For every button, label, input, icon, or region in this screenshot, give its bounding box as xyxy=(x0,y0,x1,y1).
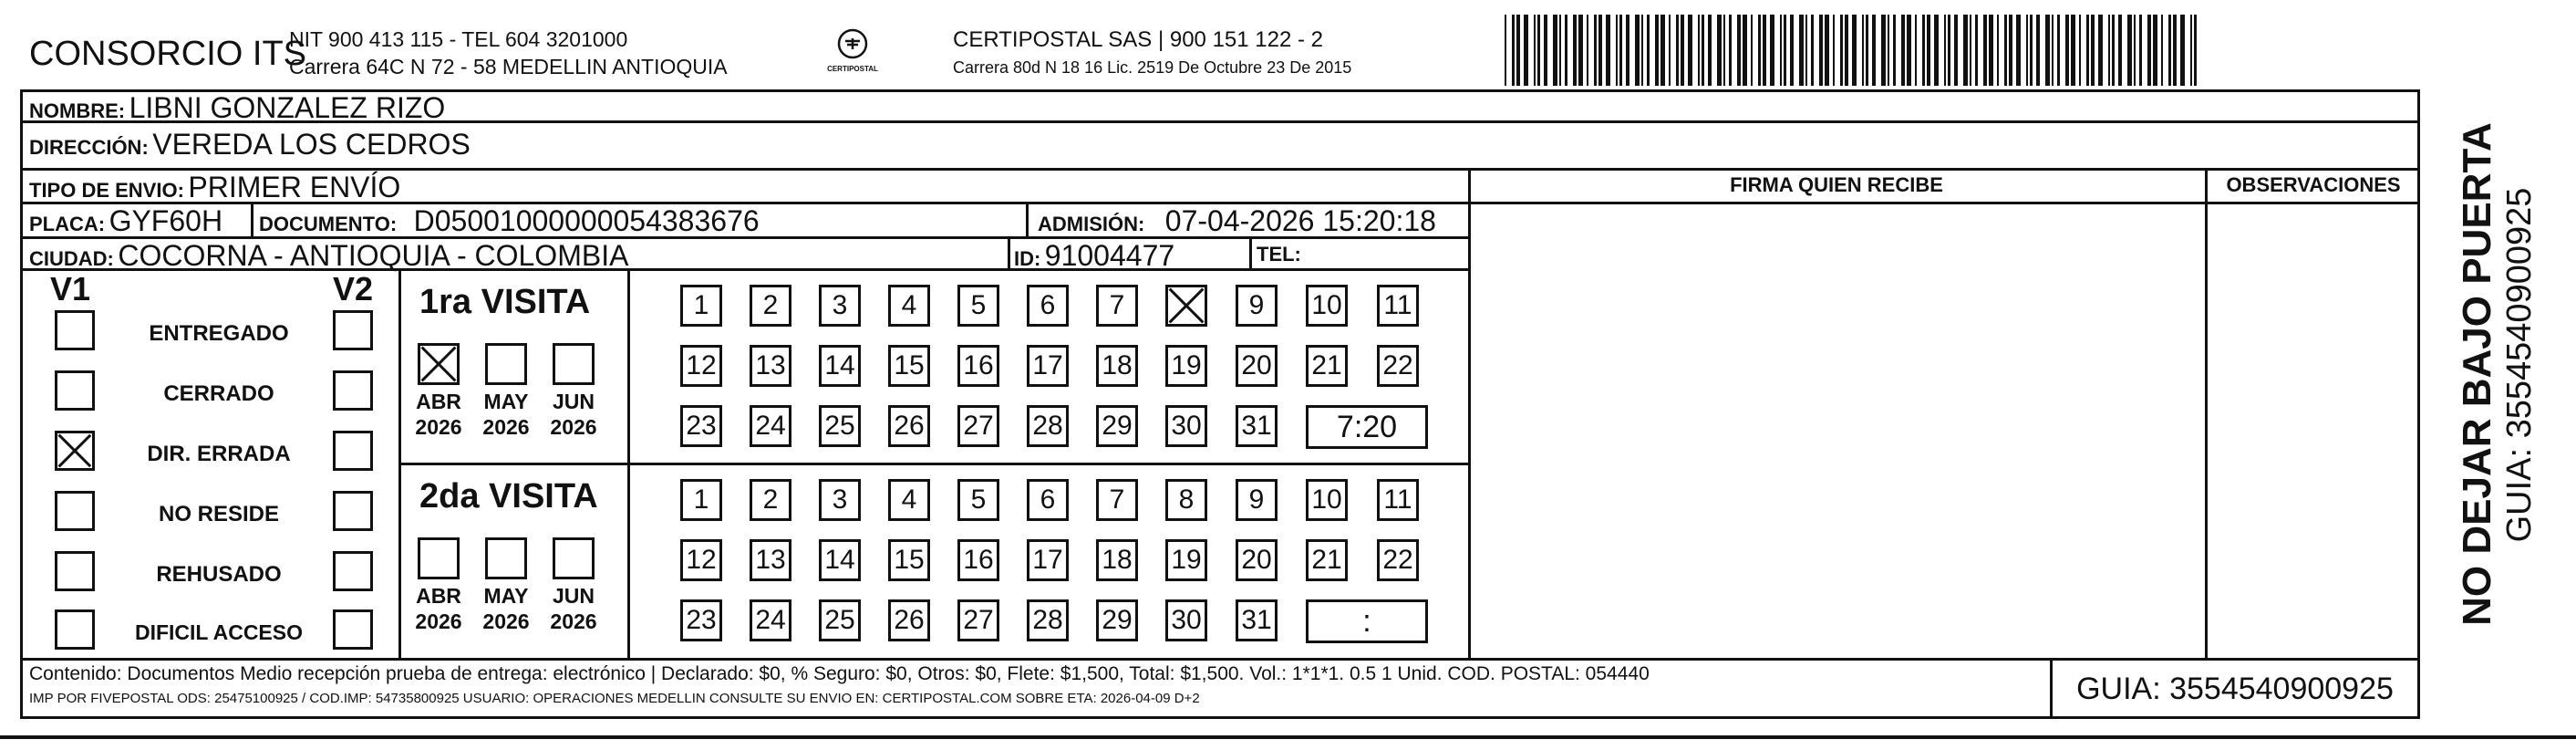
month-label xyxy=(472,389,540,440)
v2-checkbox-3[interactable] xyxy=(333,431,373,471)
day-box[interactable]: 29 xyxy=(1096,405,1138,447)
time-box[interactable]: : xyxy=(1306,599,1428,643)
id-label: ID: xyxy=(1014,247,1041,270)
side-guia: GUIA: 3554540900925 xyxy=(2500,187,2539,543)
company-address: Carrera 64C N 72 - 58 MEDELLIN ANTIOQUIA xyxy=(289,55,728,78)
status-label-6: DIFICIL ACCESO xyxy=(134,620,303,644)
day-box[interactable]: 16 xyxy=(957,345,999,387)
footer-line2: IMP POR FIVEPOSTAL ODS: 25475100925 / COD.IMP: 54735800925 USUARIO: OPERACIONES MEDELLIN CONSULTE SU ENVIO EN: CERTIPOSTAL.COM SOBRE ETA: 2026-04-09 D+2 xyxy=(29,691,1200,706)
barcode-bar xyxy=(1811,15,1814,86)
barcode-bar xyxy=(1641,15,1643,86)
v1-checkbox-1[interactable] xyxy=(55,310,95,350)
barcode-bar xyxy=(1934,15,1939,86)
barcode-bar xyxy=(2118,15,2122,86)
visit-title-2: 2da VISITA xyxy=(419,477,598,516)
barcode-bar xyxy=(2016,15,2021,86)
month-label xyxy=(540,389,607,440)
barcode-bar xyxy=(1915,15,1917,86)
tipo-value: PRIMER ENVÍO xyxy=(188,171,401,203)
v1-checkbox-4[interactable] xyxy=(55,491,95,531)
barcode xyxy=(1505,15,2207,86)
month-name: ABR xyxy=(416,390,461,413)
barcode-bar xyxy=(1888,15,1889,86)
barcode-bar xyxy=(2071,15,2075,86)
barcode-bar xyxy=(1655,15,1659,86)
barcode-bar xyxy=(1573,15,1577,86)
month-checkbox-may[interactable] xyxy=(485,343,527,385)
day-box[interactable]: 19 xyxy=(1165,345,1207,387)
barcode-bar xyxy=(2168,15,2171,86)
month-checkbox-jun[interactable] xyxy=(553,343,595,385)
barcode-bar xyxy=(1845,15,1848,86)
day-box[interactable]: 13 xyxy=(750,539,791,581)
barcode-bar xyxy=(1512,15,1515,86)
barcode-bar xyxy=(1840,15,1843,86)
month-checkbox-abr[interactable] xyxy=(418,343,460,385)
barcode-bar xyxy=(1983,15,1987,86)
barcode-bar xyxy=(2180,15,2185,86)
barcode-bar xyxy=(1516,15,1520,86)
certipostal-logo-icon xyxy=(834,27,871,60)
direccion-value: VEREDA LOS CEDROS xyxy=(152,128,471,161)
day-box[interactable]: 24 xyxy=(750,405,791,447)
barcode-bar xyxy=(2079,15,2081,86)
v1-label: V1 xyxy=(50,270,91,307)
day-box[interactable]: 3 xyxy=(819,479,861,521)
barcode-bar xyxy=(1606,15,1610,86)
v1-checkbox-2[interactable] xyxy=(55,370,95,411)
month-year: 2026 xyxy=(415,415,462,439)
v1-checkbox-3[interactable] xyxy=(55,431,95,471)
placa-field xyxy=(29,204,222,238)
barcode-bar xyxy=(1901,15,1905,86)
day-box[interactable]: 14 xyxy=(819,345,861,387)
tipo-field xyxy=(29,171,400,204)
day-box[interactable]: 6 xyxy=(1027,285,1069,327)
month-name: MAY xyxy=(483,390,529,413)
day-box[interactable]: 26 xyxy=(888,599,930,641)
barcode-bar xyxy=(1922,15,1925,86)
day-box[interactable]: 28 xyxy=(1027,405,1069,447)
v2-checkbox-2[interactable] xyxy=(333,370,373,411)
company-nit: NIT 900 413 115 - TEL 604 3201000 xyxy=(289,27,628,51)
barcode-bar xyxy=(1825,15,1829,86)
day-box[interactable]: 5 xyxy=(957,479,999,521)
day-box[interactable]: 11 xyxy=(1377,479,1419,521)
v2-label: V2 xyxy=(333,270,374,307)
day-box[interactable]: 25 xyxy=(819,599,861,641)
barcode-bar xyxy=(1698,15,1700,86)
certipostal-logo xyxy=(825,27,880,73)
day-box[interactable]: 28 xyxy=(1027,599,1069,641)
month-year: 2026 xyxy=(415,609,462,633)
barcode-bar xyxy=(1534,15,1536,86)
barcode-bar xyxy=(1751,15,1753,86)
barcode-bar xyxy=(1799,15,1804,86)
barcode-bar xyxy=(1635,15,1640,86)
footer-guia: GUIA: 3554540900925 xyxy=(2076,672,2394,706)
barcode-bar xyxy=(1594,15,1597,86)
day-box[interactable]: 9 xyxy=(1236,285,1278,327)
v2-checkbox-4[interactable] xyxy=(333,491,373,531)
barcode-bar xyxy=(1872,15,1876,86)
placa-label: PLACA: xyxy=(29,213,106,235)
barcode-bar xyxy=(1681,15,1684,86)
barcode-bar xyxy=(1893,15,1896,86)
barcode-bar xyxy=(1616,15,1618,86)
time-box[interactable]: 7:20 xyxy=(1306,405,1428,449)
barcode-bar xyxy=(2194,15,2197,86)
barcode-bar xyxy=(1881,15,1886,86)
barcode-bar xyxy=(2098,15,2103,86)
firma-header: FIRMA QUIEN RECIBE xyxy=(1730,173,1943,196)
visit-title-1: 1ra VISITA xyxy=(419,283,591,321)
barcode-bar xyxy=(1866,15,1868,86)
day-box[interactable]: 30 xyxy=(1165,599,1207,641)
direccion-field xyxy=(29,128,471,161)
barcode-bar xyxy=(1819,15,1823,86)
id-field xyxy=(1014,239,1174,273)
barcode-bar xyxy=(1784,15,1786,86)
barcode-bar xyxy=(2108,15,2110,86)
day-box[interactable]: 29 xyxy=(1096,599,1138,641)
admision-field xyxy=(1038,204,1436,238)
day-box[interactable]: 21 xyxy=(1306,345,1348,387)
nombre-label: NOMBRE: xyxy=(29,99,126,122)
footer-line1: Contenido: Documentos Medio recepción prueba de entrega: electrónico | Declarado: $0, % Seguro: $0, Otros: $0, Flete: $1,500, Total: $1,500. Vol.: 1*1*1. 0.5 1 Unid. COD. POSTAL: 054440 xyxy=(29,663,1650,684)
month-label xyxy=(405,583,472,634)
certipostal-logo-text: CERTIPOSTAL xyxy=(827,65,878,73)
barcode-bar xyxy=(1565,15,1567,86)
barcode-bar xyxy=(2030,15,2033,86)
v2-checkbox-5[interactable] xyxy=(333,551,373,591)
status-label-2: CERRADO xyxy=(163,381,274,406)
day-box[interactable]: 14 xyxy=(819,539,861,581)
barcode-bar xyxy=(1954,15,1958,86)
barcode-bar xyxy=(1708,15,1712,86)
day-box[interactable]: 1 xyxy=(680,285,722,327)
ciudad-value: COCORNA - ANTIOQUIA - COLOMBIA xyxy=(118,239,629,272)
day-box[interactable]: 27 xyxy=(957,599,999,641)
month-label xyxy=(405,389,472,440)
barcode-bar xyxy=(1758,15,1761,86)
bottom-rule xyxy=(0,735,2576,739)
month-name: JUN xyxy=(552,390,595,413)
observaciones-header: OBSERVACIONES xyxy=(2226,173,2401,196)
barcode-bar xyxy=(1970,15,1971,86)
month-year: 2026 xyxy=(482,609,530,633)
day-box[interactable]: 30 xyxy=(1165,405,1207,447)
day-box[interactable]: 23 xyxy=(680,599,722,641)
status-label-5: REHUSADO xyxy=(156,562,282,587)
status-label-3: DIR. ERRADA xyxy=(147,442,291,466)
month-checkbox-may[interactable] xyxy=(485,537,527,579)
day-box[interactable]: 3 xyxy=(819,285,861,327)
day-box[interactable]: 17 xyxy=(1027,345,1069,387)
nombre-field xyxy=(29,91,445,125)
day-box[interactable]: 24 xyxy=(750,599,791,641)
barcode-bar xyxy=(1790,15,1794,86)
v1-checkbox-6[interactable] xyxy=(55,609,95,650)
day-box[interactable]: 23 xyxy=(680,405,722,447)
day-box[interactable]: 13 xyxy=(750,345,791,387)
barcode-bar xyxy=(1559,15,1561,86)
barcode-bar xyxy=(2036,15,2040,86)
barcode-bar xyxy=(2112,15,2115,86)
barcode-bar xyxy=(2026,15,2028,86)
barcode-bar xyxy=(2139,15,2142,86)
barcode-bar xyxy=(2190,15,2192,86)
tel-label: TEL: xyxy=(1257,243,1301,266)
month-checkbox-abr[interactable] xyxy=(418,537,460,579)
day-box[interactable]: 20 xyxy=(1236,539,1278,581)
barcode-bar xyxy=(1989,15,1993,86)
documento-label: DOCUMENTO: xyxy=(259,213,398,235)
day-box[interactable]: 18 xyxy=(1096,539,1138,581)
day-box[interactable] xyxy=(1165,285,1207,327)
ciudad-field xyxy=(29,239,628,273)
barcode-bar xyxy=(2147,15,2151,86)
barcode-bar xyxy=(1544,15,1547,86)
month-name: MAY xyxy=(483,584,529,608)
ciudad-label: CIUDAD: xyxy=(29,247,114,270)
barcode-bar xyxy=(2004,15,2007,86)
barcode-bar xyxy=(1660,15,1665,86)
barcode-bar xyxy=(2065,15,2069,86)
barcode-bar xyxy=(2086,15,2089,86)
day-box[interactable]: 22 xyxy=(1377,539,1419,581)
day-box[interactable]: 20 xyxy=(1236,345,1278,387)
barcode-bar xyxy=(1723,15,1725,86)
nombre-value: LIBNI GONZALEZ RIZO xyxy=(129,91,446,124)
day-box[interactable]: 2 xyxy=(750,479,791,521)
admision-label: ADMISIÓN: xyxy=(1038,213,1145,235)
certipostal-line2: Carrera 80d N 18 16 Lic. 2519 De Octubre 23 De 2015 xyxy=(953,58,1352,77)
barcode-bar xyxy=(1505,15,1506,86)
barcode-bar xyxy=(2134,15,2136,86)
barcode-bar xyxy=(1907,15,1911,86)
documento-value: D05001000000054383676 xyxy=(413,204,760,237)
barcode-bar xyxy=(1862,15,1864,86)
v2-checkbox-6[interactable] xyxy=(333,609,373,650)
barcode-bar xyxy=(1578,15,1583,86)
day-box[interactable]: 10 xyxy=(1306,479,1348,521)
barcode-bar xyxy=(1676,15,1679,86)
day-box[interactable]: 4 xyxy=(888,285,930,327)
barcode-bar xyxy=(1833,15,1835,86)
barcode-bar xyxy=(1647,15,1650,86)
barcode-bar xyxy=(1737,15,1741,86)
v1-checkbox-5[interactable] xyxy=(55,551,95,591)
day-box[interactable]: 11 xyxy=(1377,285,1419,327)
month-name: JUN xyxy=(552,584,595,608)
day-box[interactable]: 12 xyxy=(680,539,722,581)
barcode-bar xyxy=(1553,15,1557,86)
day-box[interactable]: 31 xyxy=(1236,599,1278,641)
barcode-bar xyxy=(2057,15,2060,86)
barcode-bar xyxy=(1997,15,1999,86)
barcode-bar xyxy=(2161,15,2163,86)
month-checkbox-jun[interactable] xyxy=(553,537,595,579)
side-warning: NO DEJAR BAJO PUERTA xyxy=(2455,122,2499,626)
status-label-1: ENTREGADO xyxy=(149,321,289,346)
barcode-bar xyxy=(1537,15,1540,86)
barcode-bar xyxy=(2091,15,2095,86)
day-box[interactable]: 6 xyxy=(1027,479,1069,521)
tipo-label: TIPO DE ENVIO: xyxy=(29,179,184,202)
month-year: 2026 xyxy=(550,415,597,439)
day-box[interactable]: 7 xyxy=(1096,285,1138,327)
v2-checkbox-1[interactable] xyxy=(333,310,373,350)
company-name: CONSORCIO ITS xyxy=(29,35,307,73)
day-box[interactable]: 4 xyxy=(888,479,930,521)
barcode-bar xyxy=(1702,15,1704,86)
barcode-bar xyxy=(1688,15,1692,86)
day-box[interactable]: 16 xyxy=(957,539,999,581)
barcode-bar xyxy=(1770,15,1774,86)
day-box[interactable]: 15 xyxy=(888,539,930,581)
month-name: ABR xyxy=(416,584,461,608)
day-box[interactable]: 5 xyxy=(957,285,999,327)
barcode-bar xyxy=(1944,15,1946,86)
day-box[interactable]: 31 xyxy=(1236,405,1278,447)
day-box[interactable]: 1 xyxy=(680,479,722,521)
barcode-bar xyxy=(1780,15,1782,86)
day-box[interactable]: 26 xyxy=(888,405,930,447)
day-box[interactable]: 25 xyxy=(819,405,861,447)
id-value: 91004477 xyxy=(1044,239,1175,272)
certipostal-line1: CERTIPOSTAL SAS | 900 151 122 - 2 xyxy=(953,27,1323,52)
month-year: 2026 xyxy=(550,609,597,633)
barcode-bar xyxy=(1729,15,1732,86)
barcode-bar xyxy=(1763,15,1766,86)
day-box[interactable]: 10 xyxy=(1306,285,1348,327)
barcode-bar xyxy=(2052,15,2054,86)
barcode-bar xyxy=(1963,15,1968,86)
month-year: 2026 xyxy=(482,415,530,439)
barcode-bar xyxy=(1619,15,1622,86)
day-box[interactable]: 9 xyxy=(1236,479,1278,521)
day-box[interactable]: 27 xyxy=(957,405,999,447)
month-label xyxy=(540,583,607,634)
day-box[interactable]: 2 xyxy=(750,285,791,327)
day-box[interactable]: 12 xyxy=(680,345,722,387)
day-box[interactable]: 19 xyxy=(1165,539,1207,581)
status-label-4: NO RESIDE xyxy=(158,502,280,526)
barcode-bar xyxy=(1975,15,1978,86)
barcode-bar xyxy=(1927,15,1930,86)
day-box[interactable]: 18 xyxy=(1096,345,1138,387)
barcode-bar xyxy=(2173,15,2177,86)
barcode-bar xyxy=(1717,15,1722,86)
tel-field xyxy=(1257,243,1301,266)
barcode-bar xyxy=(2153,15,2157,86)
day-box[interactable]: 8 xyxy=(1165,479,1207,521)
barcode-bar xyxy=(2127,15,2132,86)
direccion-label: DIRECCIÓN: xyxy=(29,136,149,159)
barcode-bar xyxy=(1587,15,1588,86)
barcode-bar xyxy=(1805,15,1807,86)
barcode-bar xyxy=(1626,15,1629,86)
barcode-bar xyxy=(1852,15,1857,86)
day-box[interactable]: 7 xyxy=(1096,479,1138,521)
barcode-bar xyxy=(2045,15,2050,86)
documento-field xyxy=(259,204,760,238)
barcode-bar xyxy=(1948,15,1950,86)
barcode-bar xyxy=(1669,15,1671,86)
barcode-bar xyxy=(1598,15,1602,86)
admision-value: 07-04-2026 15:20:18 xyxy=(1164,204,1436,237)
day-box[interactable]: 15 xyxy=(888,345,930,387)
month-label xyxy=(472,583,540,634)
placa-value: GYF60H xyxy=(109,204,223,237)
day-box[interactable]: 22 xyxy=(1377,345,1419,387)
day-box[interactable]: 17 xyxy=(1027,539,1069,581)
day-box[interactable]: 21 xyxy=(1306,539,1348,581)
barcode-bar xyxy=(1524,15,1528,86)
barcode-bar xyxy=(1743,15,1747,86)
barcode-bar xyxy=(2009,15,2012,86)
